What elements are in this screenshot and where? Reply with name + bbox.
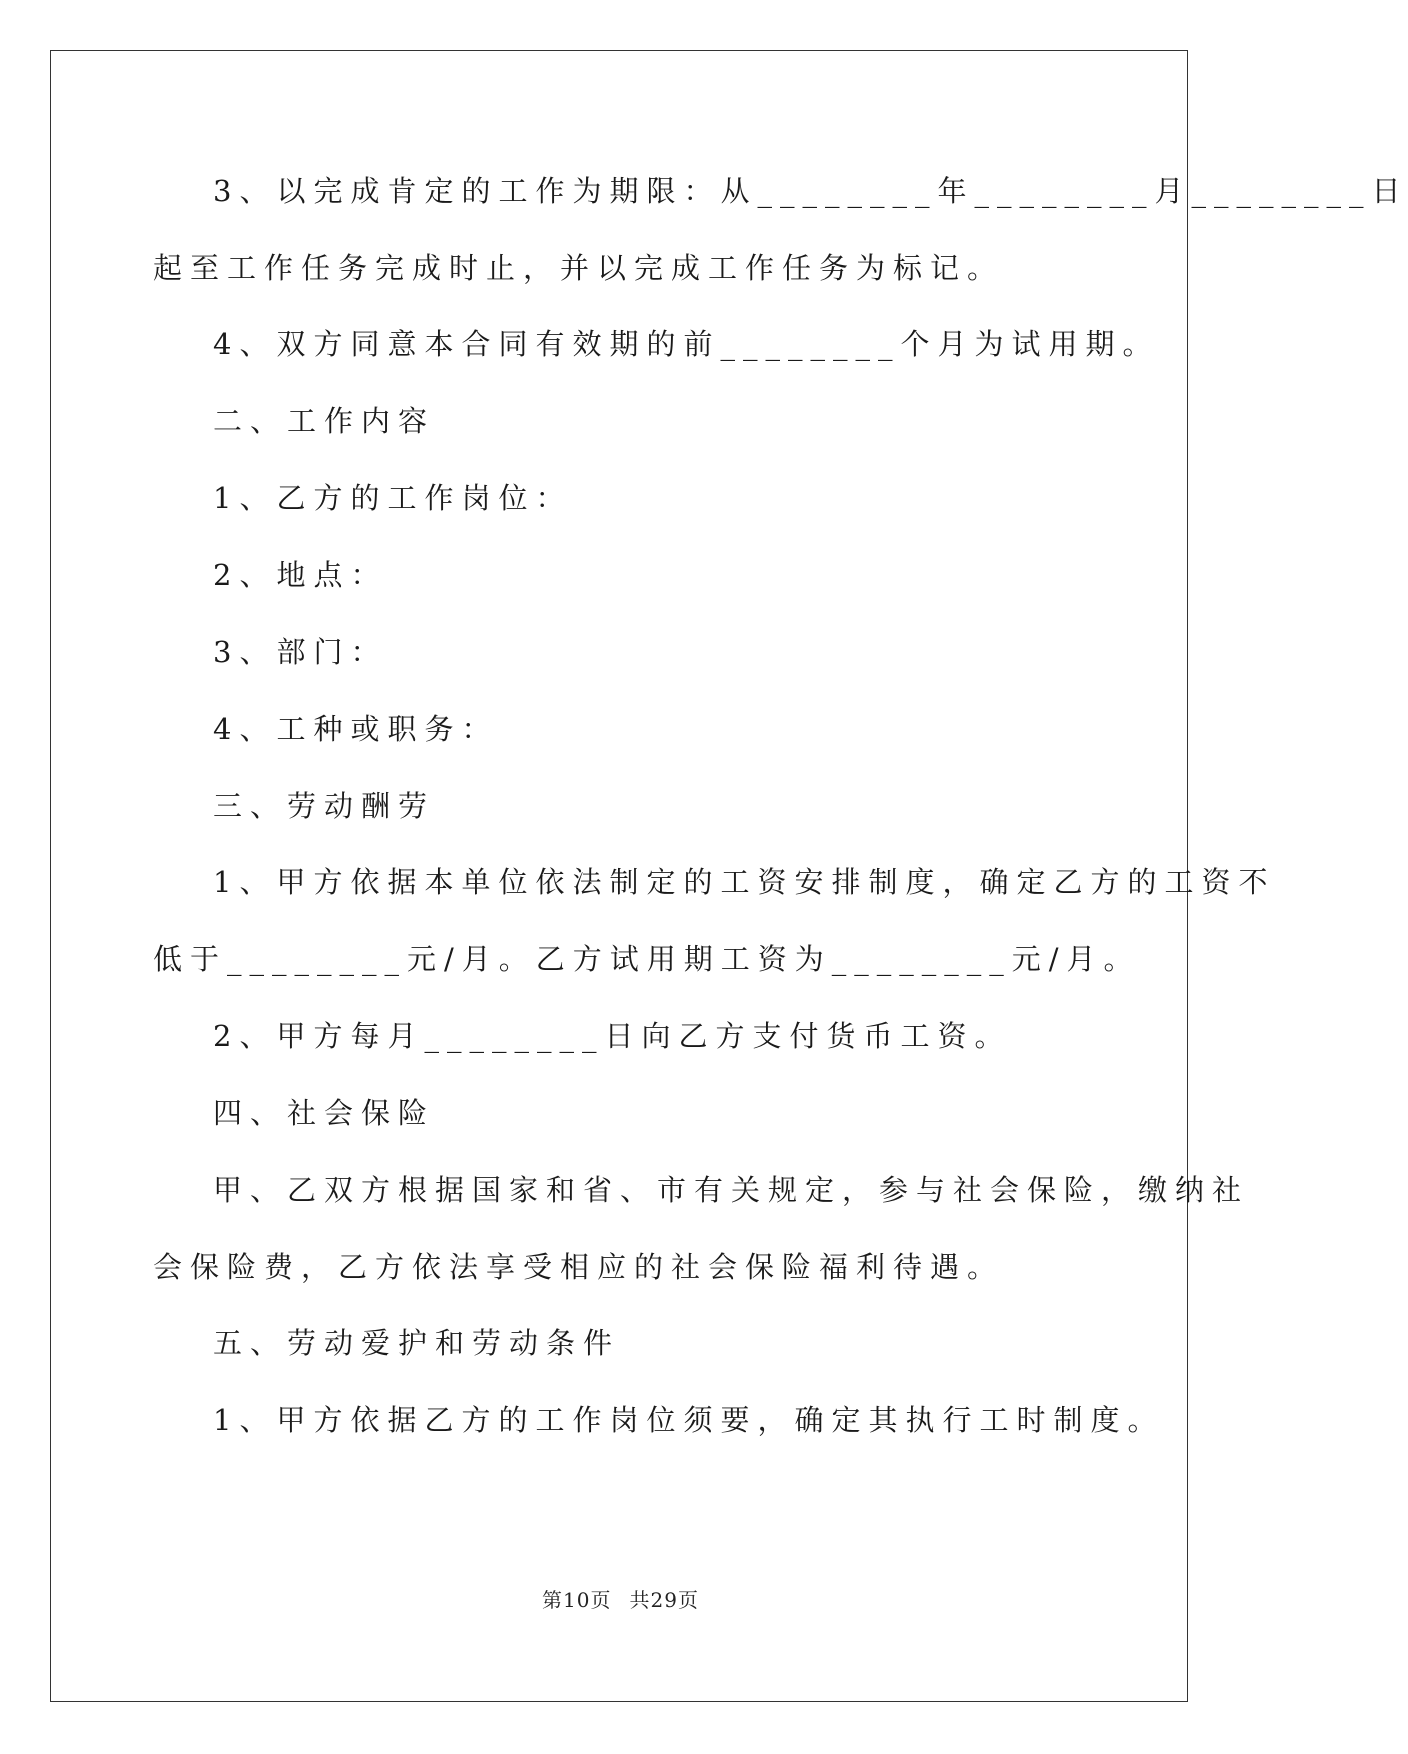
page-total: 共29页 <box>629 1588 699 1612</box>
page-number: 第10页 <box>542 1588 612 1612</box>
page-footer <box>0 1584 1241 1613</box>
